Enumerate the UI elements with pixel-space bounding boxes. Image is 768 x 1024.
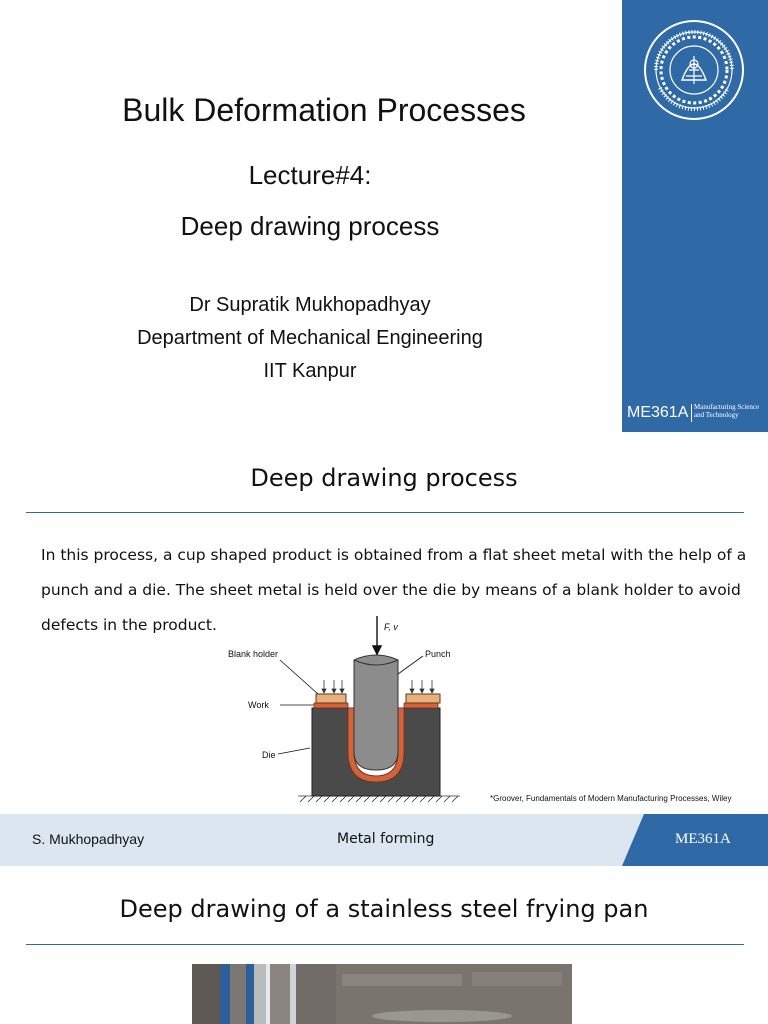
institute-name: IIT Kanpur xyxy=(263,360,357,382)
footer-course-code: ME361A xyxy=(675,831,731,847)
slide-footer xyxy=(0,814,768,866)
paragraph-line-3: defects in the product. xyxy=(41,616,217,634)
paragraph-line-1: In this process, a cup shaped product is obtained from a flat sheet metal with the help of a xyxy=(41,546,747,564)
brand-panel xyxy=(622,0,768,432)
deep-drawing-slide xyxy=(0,434,768,866)
slide-title: Deep drawing of a stainless steel frying pan xyxy=(119,895,649,923)
lecture-number: Lecture#4: xyxy=(248,160,372,190)
blank-holder-left xyxy=(316,694,346,703)
department-name: Department of Mechanical Engineering xyxy=(137,327,483,349)
slide-title: Deep drawing process xyxy=(250,464,518,492)
footer-topic: Metal forming xyxy=(337,831,435,847)
course-divider xyxy=(691,404,692,422)
title-rule xyxy=(26,512,744,513)
course-name-line2: and Technology xyxy=(694,411,739,419)
work-label: Work xyxy=(248,700,269,710)
course-name xyxy=(694,403,766,419)
title-slide xyxy=(0,0,768,432)
paragraph-line-2: punch and a die. The sheet metal is held over the die by means of a blank holder to avoid xyxy=(41,581,741,599)
press-photo xyxy=(192,964,572,1024)
blank-holder-label: Blank holder xyxy=(228,649,279,659)
institute-seal-logo xyxy=(642,18,746,122)
course-name-line1: Manufacturing Science xyxy=(694,403,760,411)
punch xyxy=(354,655,398,770)
author-name: Dr Supratik Mukhopadhyay xyxy=(189,294,431,316)
footer-course-badge xyxy=(622,814,768,866)
title-rule xyxy=(26,944,744,945)
slide-title: Bulk Deformation Processes xyxy=(122,92,526,128)
course-code: ME361A xyxy=(627,404,689,421)
frying-pan-slide xyxy=(0,866,768,1024)
force-label: F, v xyxy=(384,622,398,632)
punch-label: Punch xyxy=(425,649,451,659)
citation: *Groover, Fundamentals of Modern Manufacturing Processes, Wiley xyxy=(490,794,732,803)
die-label: Die xyxy=(262,750,276,760)
deep-drawing-diagram xyxy=(222,612,466,804)
blank-holder-right xyxy=(406,694,440,703)
lecture-topic: Deep drawing process xyxy=(180,211,440,241)
footer-author: S. Mukhopadhyay xyxy=(32,831,145,847)
